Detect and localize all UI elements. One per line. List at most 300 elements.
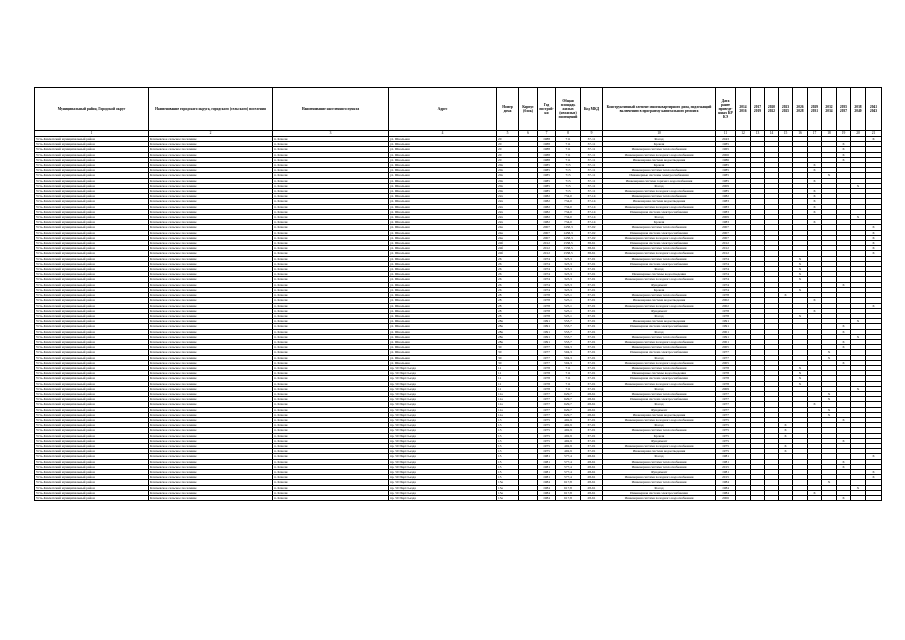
district-cell: Усть-Камчатский муниципальный район <box>35 391 149 396</box>
locality-cell: п. Ключи <box>273 464 389 469</box>
locality-cell: п. Ключи <box>273 391 389 396</box>
year-built-cell: 1978 <box>538 308 556 313</box>
mkd-code-cell: 28-61 <box>581 464 603 469</box>
address-cell: ул. Школьная <box>389 277 497 282</box>
mkd-code-cell: 37-01 <box>581 277 603 282</box>
locality-cell: п. Ключи <box>273 350 389 355</box>
last-repair-date-cell: 1991 <box>716 324 736 329</box>
address-cell: пр. 50 Партсъезда <box>389 480 497 485</box>
structural-element-cell: Кровля <box>603 163 716 168</box>
house-number-cell: 13 <box>497 417 519 422</box>
structural-element-cell: Инженерная система холодного водоснабжения <box>603 339 716 344</box>
period-cell-5: X <box>793 381 808 386</box>
district-cell: Усть-Камчатский муниципальный район <box>35 147 149 152</box>
column-header-6: Корпус (блок) <box>519 88 538 131</box>
house-number-cell: 30 <box>497 345 519 350</box>
year-built-cell: 1975 <box>538 449 556 454</box>
mkd-code-cell: 37-11 <box>581 147 603 152</box>
mkd-code-cell: 37-01 <box>581 261 603 266</box>
house-number-cell: 11а <box>497 391 519 396</box>
mkd-code-cell: 37-02 <box>581 230 603 235</box>
mkd-code-cell: 37-01 <box>581 365 603 370</box>
area-cell: 1338,5 <box>556 251 581 256</box>
address-cell: пр. 50 Партсъезда <box>389 490 497 495</box>
year-built-cell: 1984 <box>538 496 556 501</box>
address-cell: ул. Школьная <box>389 189 497 194</box>
year-built-cell: 1977 <box>538 402 556 407</box>
mkd-code-cell: 37-11 <box>581 189 603 194</box>
structural-element-cell: Фасад <box>603 423 716 428</box>
last-repair-date-cell: 2007 <box>716 225 736 230</box>
structural-element-cell: Инженерная система теплоснабжения <box>603 194 716 199</box>
house-number-cell: 13 <box>497 433 519 438</box>
capital-repair-table <box>34 87 882 501</box>
address-cell: пр. 50 Партсъезда <box>389 485 497 490</box>
last-repair-date-cell: 1983 <box>716 209 736 214</box>
settlement-cell: Ключевское сельское поселение <box>149 215 273 220</box>
mkd-code-cell: 37-14 <box>581 204 603 209</box>
settlement-cell: Ключевское сельское поселение <box>149 339 273 344</box>
settlement-cell: Ключевское сельское поселение <box>149 329 273 334</box>
locality-cell: п. Ключи <box>273 230 389 235</box>
structural-element-cell: Инженерная система водоотведения <box>603 319 716 324</box>
house-number-cell: 20 <box>497 147 519 152</box>
house-number-cell: 26 <box>497 277 519 282</box>
year-built-cell: 1981 <box>538 459 556 464</box>
address-cell: ул. Школьная <box>389 350 497 355</box>
year-built-cell: 1978 <box>538 381 556 386</box>
area-cell: 553,7 <box>556 339 581 344</box>
settlement-cell: Ключевское сельское поселение <box>149 251 273 256</box>
period-cell-10: X <box>866 230 882 235</box>
locality-cell: п. Ключи <box>273 163 389 168</box>
year-built-cell: 1977 <box>538 407 556 412</box>
house-number-cell: 28 <box>497 298 519 303</box>
mkd-code-cell: 37-11 <box>581 152 603 157</box>
structural-element-cell: Фундамент <box>603 407 716 412</box>
address-cell: ул. Школьная <box>389 267 497 272</box>
mkd-code-cell: 37-01 <box>581 423 603 428</box>
period-cell-6: X <box>808 490 822 495</box>
last-repair-date-cell: 1977 <box>716 391 736 396</box>
house-number-cell: 20а <box>497 189 519 194</box>
district-cell: Усть-Камчатский муниципальный район <box>35 215 149 220</box>
area-cell: 492,9 <box>556 443 581 448</box>
area-cell: 1338,5 <box>556 246 581 251</box>
column-number-2: 2 <box>149 131 273 137</box>
house-number-cell: 30 <box>497 360 519 365</box>
mkd-code-cell: 37-01 <box>581 293 603 298</box>
last-repair-date-cell: 2001 <box>716 339 736 344</box>
district-cell: Усть-Камчатский муниципальный район <box>35 241 149 246</box>
address-cell: ул. Школьная <box>389 256 497 261</box>
house-number-cell: 30 <box>497 350 519 355</box>
structural-element-cell: Фасад <box>603 267 716 272</box>
mkd-code-cell: 37-11 <box>581 168 603 173</box>
mkd-code-cell: 37-01 <box>581 443 603 448</box>
house-number-cell: 26 <box>497 267 519 272</box>
year-built-cell: 1985 <box>538 183 556 188</box>
period-cell-10 <box>866 496 882 501</box>
district-cell: Усть-Камчатский муниципальный район <box>35 313 149 318</box>
house-number-cell: 13 <box>497 443 519 448</box>
house-number-cell: 24б <box>497 246 519 251</box>
house-number-cell: 20 <box>497 137 519 142</box>
period-cell-9 <box>851 496 866 501</box>
address-cell: ул. Школьная <box>389 241 497 246</box>
house-number-cell: 30 <box>497 355 519 360</box>
area-cell: 715 <box>556 189 581 194</box>
settlement-cell: Ключевское сельское поселение <box>149 417 273 422</box>
area-cell: 504,3 <box>556 355 581 360</box>
column-number-14: 14 <box>765 131 779 137</box>
locality-cell: п. Ключи <box>273 428 389 433</box>
period-cell-4: X <box>779 293 793 298</box>
area-cell: 1458,3 <box>556 230 581 235</box>
address-cell: ул. Школьная <box>389 308 497 313</box>
mkd-code-cell: 37-01 <box>581 272 603 277</box>
district-cell: Усть-Камчатский муниципальный район <box>35 423 149 428</box>
address-cell: пр. 50 Партсъезда <box>389 376 497 381</box>
house-number-cell: 20 <box>497 142 519 147</box>
period-cell-8: X <box>837 339 851 344</box>
area-cell: 1338,5 <box>556 241 581 246</box>
period-cell-6: X <box>808 168 822 173</box>
structural-element-cell: Инженерная система электроснабжения <box>603 350 716 355</box>
address-cell: ул. Школьная <box>389 339 497 344</box>
last-repair-date-cell: 1977 <box>716 355 736 360</box>
locality-cell: п. Ключи <box>273 189 389 194</box>
mkd-code-cell: 37-01 <box>581 386 603 391</box>
area-cell: 1458,3 <box>556 235 581 240</box>
period-cell-6: X <box>808 220 822 225</box>
mkd-code-cell: 37-01 <box>581 329 603 334</box>
locality-cell: п. Ключи <box>273 480 389 485</box>
district-cell: Усть-Камчатский муниципальный район <box>35 365 149 370</box>
area-cell: 711 <box>556 381 581 386</box>
area-cell: 715 <box>556 178 581 183</box>
district-cell: Усть-Камчатский муниципальный район <box>35 272 149 277</box>
settlement-cell: Ключевское сельское поселение <box>149 267 273 272</box>
last-repair-date-cell: 1978 <box>716 371 736 376</box>
mkd-code-cell: 37-11 <box>581 183 603 188</box>
mkd-code-cell: 28-61 <box>581 459 603 464</box>
column-number-6: 6 <box>519 131 538 137</box>
structural-element-cell: Инженерная система холодного водоснабжения <box>603 303 716 308</box>
house-number-cell: 24б <box>497 251 519 256</box>
house-number-cell: 26 <box>497 256 519 261</box>
year-built-cell: 1974 <box>538 277 556 282</box>
mkd-code-cell: 37-01 <box>581 313 603 318</box>
address-cell: ул. Школьная <box>389 230 497 235</box>
year-built-cell: 1984 <box>538 480 556 485</box>
house-number-cell: 26 <box>497 261 519 266</box>
mkd-code-cell: 37-01 <box>581 371 603 376</box>
area-cell: 323,3 <box>556 287 581 292</box>
district-cell: Усть-Камчатский муниципальный район <box>35 371 149 376</box>
period-cell-5: X <box>793 376 808 381</box>
area-cell: 734,0 <box>556 215 581 220</box>
house-number-cell: 20а <box>497 163 519 168</box>
address-cell: пр. 50 Партсъезда <box>389 371 497 376</box>
structural-element-cell: Инженерная система электроснабжения <box>603 230 716 235</box>
address-cell: пр. 50 Партсъезда <box>389 428 497 433</box>
locality-cell: п. Ключи <box>273 183 389 188</box>
structural-element-cell: Инженерная система холодного водоснабжения <box>603 360 716 365</box>
column-number-1: 1 <box>35 131 149 137</box>
locality-cell: п. Ключи <box>273 397 389 402</box>
settlement-cell: Ключевское сельское поселение <box>149 355 273 360</box>
district-cell: Усть-Камчатский муниципальный район <box>35 189 149 194</box>
year-built-cell: 1982 <box>538 220 556 225</box>
period-cell-10: X <box>866 475 882 480</box>
house-number-cell: 26 <box>497 272 519 277</box>
period-cell-10: X <box>866 241 882 246</box>
period-cell-10: X <box>866 303 882 308</box>
address-cell: пр. 50 Партсъезда <box>389 381 497 386</box>
structural-element-cell: Инженерные системы электроснабжения <box>603 173 716 178</box>
period-cell-7: X <box>822 355 837 360</box>
column-number-20: 20 <box>851 131 866 137</box>
mkd-code-cell: 28-61 <box>581 485 603 490</box>
period-cell-6: X <box>808 204 822 209</box>
mkd-code-cell: 37-14 <box>581 220 603 225</box>
address-cell: ул. Школьная <box>389 345 497 350</box>
locality-cell: п. Ключи <box>273 475 389 480</box>
structural-element-cell: Фасад <box>603 386 716 391</box>
locality-cell: п. Ключи <box>273 449 389 454</box>
district-cell: Усть-Камчатский муниципальный район <box>35 277 149 282</box>
year-built-cell: 1977 <box>538 360 556 365</box>
settlement-cell: Ключевское сельское поселение <box>149 293 273 298</box>
district-cell: Усть-Камчатский муниципальный район <box>35 496 149 501</box>
area-cell: 734,0 <box>556 194 581 199</box>
settlement-cell: Ключевское сельское поселение <box>149 365 273 370</box>
table-row <box>35 496 882 501</box>
mkd-code-cell: 38-61 <box>581 251 603 256</box>
last-repair-date-cell: 2012 <box>716 241 736 246</box>
district-cell: Усть-Камчатский муниципальный район <box>35 220 149 225</box>
last-repair-date-cell: 1986 <box>716 157 736 162</box>
last-repair-date-cell: 1975 <box>716 449 736 454</box>
locality-cell: п. Ключи <box>273 277 389 282</box>
district-cell: Усть-Камчатский муниципальный район <box>35 178 149 183</box>
address-cell: ул. Школьная <box>389 178 497 183</box>
mkd-code-cell: 28-61 <box>581 407 603 412</box>
locality-cell: п. Ключи <box>273 235 389 240</box>
area-cell: 734,0 <box>556 199 581 204</box>
district-cell: Усть-Камчатский муниципальный район <box>35 339 149 344</box>
structural-element-cell: Кровля <box>603 287 716 292</box>
last-repair-date-cell: 2012 <box>716 251 736 256</box>
house-number-cell: 15 <box>497 454 519 459</box>
period-cell-6: X <box>808 402 822 407</box>
period-cell-5: X <box>793 277 808 282</box>
address-cell: пр. 50 Партсъезда <box>389 459 497 464</box>
settlement-cell: Ключевское сельское поселение <box>149 163 273 168</box>
column-header-17: 2029 2031 <box>808 88 822 131</box>
settlement-cell: Ключевское сельское поселение <box>149 168 273 173</box>
area-cell: 711 <box>556 386 581 391</box>
settlement-cell: Ключевское сельское поселение <box>149 350 273 355</box>
last-repair-date-cell: 1975 <box>716 428 736 433</box>
locality-cell: п. Ключи <box>273 303 389 308</box>
area-cell: 323,3 <box>556 272 581 277</box>
house-number-cell: 11 <box>497 381 519 386</box>
mkd-code-cell: 28-61 <box>581 490 603 495</box>
structural-element-cell: Инженерная система холодного водоснабжения <box>603 381 716 386</box>
last-repair-date-cell: 1985 <box>716 168 736 173</box>
year-built-cell: 1981 <box>538 464 556 469</box>
settlement-cell: Ключевское сельское поселение <box>149 142 273 147</box>
locality-cell: п. Ключи <box>273 470 389 475</box>
house-number-cell: 11 <box>497 376 519 381</box>
structural-element-cell: Инженерная система холодного водоснабжения <box>603 277 716 282</box>
address-cell: пр. 50 Партсъезда <box>389 454 497 459</box>
settlement-cell: Ключевское сельское поселение <box>149 402 273 407</box>
locality-cell: п. Ключи <box>273 194 389 199</box>
address-cell: пр. 50 Партсъезда <box>389 433 497 438</box>
area-cell: 323,3 <box>556 267 581 272</box>
mkd-code-cell: 37-01 <box>581 256 603 261</box>
house-number-cell: 22а <box>497 194 519 199</box>
year-built-cell: 1985 <box>538 189 556 194</box>
district-cell: Усть-Камчатский муниципальный район <box>35 397 149 402</box>
settlement-cell: Ключевское сельское поселение <box>149 407 273 412</box>
mkd-code-cell: 38-61 <box>581 241 603 246</box>
last-repair-date-cell: 1977 <box>716 402 736 407</box>
area-cell: 617,8 <box>556 485 581 490</box>
settlement-cell: Ключевское сельское поселение <box>149 464 273 469</box>
year-built-cell: 1974 <box>538 282 556 287</box>
settlement-cell: Ключевское сельское поселение <box>149 246 273 251</box>
column-header-15: 2023 2025 <box>779 88 793 131</box>
mkd-code-cell: 37-01 <box>581 339 603 344</box>
structural-element-cell: Инженерная система холодного водоснабжения <box>603 235 716 240</box>
last-repair-date-cell: 1978 <box>716 313 736 318</box>
mkd-code-cell: 37-01 <box>581 438 603 443</box>
address-cell: ул. Школьная <box>389 163 497 168</box>
column-number-19: 19 <box>837 131 851 137</box>
settlement-cell: Ключевское сельское поселение <box>149 303 273 308</box>
locality-cell: п. Ключи <box>273 339 389 344</box>
column-header-10: Конструктивный элемент многоквартирного дома, подлежащий включению в программу капитального ремонта <box>603 88 716 131</box>
year-built-cell: 1977 <box>538 391 556 396</box>
last-repair-date-cell: 1991 <box>716 319 736 324</box>
period-cell-9: X <box>851 183 866 188</box>
house-number-cell: 11 <box>497 365 519 370</box>
district-cell: Усть-Камчатский муниципальный район <box>35 386 149 391</box>
district-cell: Усть-Камчатский муниципальный район <box>35 142 149 147</box>
house-number-cell: 11 <box>497 386 519 391</box>
last-repair-date-cell: 1975 <box>716 443 736 448</box>
column-header-20: 2038 2040 <box>851 88 866 131</box>
structural-element-cell: Инженерная система холодного водоснабжения <box>603 189 716 194</box>
period-cell-8: X <box>837 345 851 350</box>
district-cell: Усть-Камчатский муниципальный район <box>35 334 149 339</box>
house-number-cell: 13 <box>497 423 519 428</box>
house-number-cell: 28а <box>497 339 519 344</box>
structural-element-cell: Инженерная система теплоснабжения <box>603 428 716 433</box>
settlement-cell: Ключевское сельское поселение <box>149 313 273 318</box>
area-cell: 629,7 <box>556 412 581 417</box>
settlement-cell: Ключевское сельское поселение <box>149 282 273 287</box>
settlement-cell: Ключевское сельское поселение <box>149 137 273 142</box>
structural-element-cell: Инженерная система теплоснабжения <box>603 391 716 396</box>
period-cell-7: X <box>822 350 837 355</box>
district-cell: Усть-Камчатский муниципальный район <box>35 454 149 459</box>
district-cell: Усть-Камчатский муниципальный район <box>35 287 149 292</box>
period-cell-10: X <box>866 225 882 230</box>
period-cell-8: X <box>837 360 851 365</box>
last-repair-date-cell: 1981 <box>716 459 736 464</box>
settlement-cell: Ключевское сельское поселение <box>149 428 273 433</box>
locality-cell: п. Ключи <box>273 225 389 230</box>
locality-cell: п. Ключи <box>273 261 389 266</box>
structural-element-cell: Инженерная система теплоснабжения <box>603 225 716 230</box>
area-cell: 734,0 <box>556 220 581 225</box>
address-cell: ул. Школьная <box>389 173 497 178</box>
address-cell: пр. 50 Партсъезда <box>389 470 497 475</box>
year-built-cell: 1977 <box>538 350 556 355</box>
year-built-cell: 2012 <box>538 246 556 251</box>
mkd-code-cell: 37-01 <box>581 267 603 272</box>
area-cell: 629,7 <box>556 402 581 407</box>
locality-cell: п. Ключи <box>273 381 389 386</box>
structural-element-cell: Инженерная система теплоснабжения <box>603 365 716 370</box>
address-cell: ул. Школьная <box>389 137 497 142</box>
last-repair-date-cell: 1977 <box>716 407 736 412</box>
locality-cell: п. Ключи <box>273 251 389 256</box>
structural-element-cell: Фасад <box>603 137 716 142</box>
structural-element-cell: Инженерная система водоотведения <box>603 157 716 162</box>
address-cell: ул. Школьная <box>389 287 497 292</box>
structural-element-cell: Инженерная система холодного водоснабжения <box>603 417 716 422</box>
last-repair-date-cell: 1974 <box>716 287 736 292</box>
settlement-cell: Ключевское сельское поселение <box>149 199 273 204</box>
locality-cell: п. Ключи <box>273 334 389 339</box>
locality-cell: п. Ключи <box>273 386 389 391</box>
district-cell: Усть-Камчатский муниципальный район <box>35 480 149 485</box>
settlement-cell: Ключевское сельское поселение <box>149 459 273 464</box>
settlement-cell: Ключевское сельское поселение <box>149 449 273 454</box>
district-cell: Усть-Камчатский муниципальный район <box>35 381 149 386</box>
settlement-cell: Ключевское сельское поселение <box>149 277 273 282</box>
mkd-code-cell: 37-11 <box>581 163 603 168</box>
period-cell-2 <box>751 496 765 501</box>
mkd-code-cell: 37-01 <box>581 433 603 438</box>
mkd-code-cell: 28-61 <box>581 402 603 407</box>
period-cell-10: X <box>866 454 882 459</box>
house-number-cell: 24а <box>497 225 519 230</box>
house-number-cell: 15а <box>497 496 519 501</box>
settlement-cell: Ключевское сельское поселение <box>149 261 273 266</box>
period-cell-10: X <box>866 246 882 251</box>
structural-element-cell: Инженерная система водоотведения <box>603 298 716 303</box>
column-header-2: Наименование городского округа, городского (сельского) поселения <box>149 88 273 131</box>
district-cell: Усть-Камчатский муниципальный район <box>35 412 149 417</box>
district-cell: Усть-Камчатский муниципальный район <box>35 303 149 308</box>
period-cell-4: X <box>779 433 793 438</box>
settlement-cell: Ключевское сельское поселение <box>149 454 273 459</box>
district-cell: Усть-Камчатский муниципальный район <box>35 350 149 355</box>
last-repair-date-cell: 1978 <box>716 376 736 381</box>
mkd-code-cell: 37-14 <box>581 209 603 214</box>
district-cell: Усть-Камчатский муниципальный район <box>35 443 149 448</box>
address-cell: ул. Школьная <box>389 293 497 298</box>
period-cell-5: X <box>793 365 808 370</box>
address-cell: ул. Школьная <box>389 251 497 256</box>
